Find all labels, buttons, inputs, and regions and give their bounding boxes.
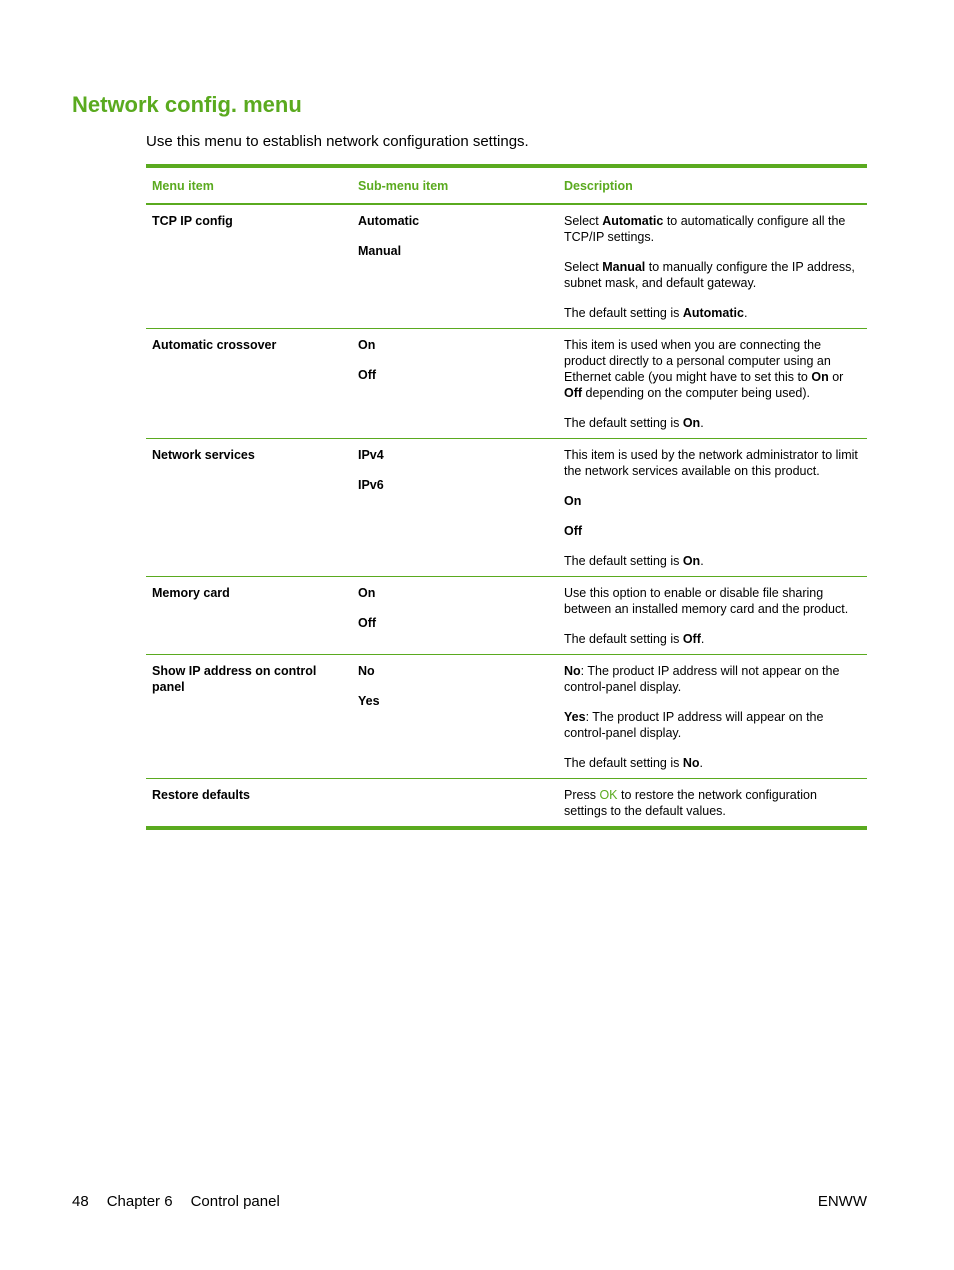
network-config-table [146, 164, 867, 830]
description-paragraph: No: The product IP address will not appear on the control-panel display. [564, 664, 840, 694]
default-setting-text: The default setting is On. [564, 416, 704, 430]
sub-menu-option: IPv6 [358, 478, 384, 492]
page-number: 48 [72, 1193, 89, 1210]
intro-text: Use this menu to establish network configuration settings. [146, 133, 529, 150]
chapter-title: Control panel [190, 1193, 280, 1210]
sub-menu-option: No [358, 664, 375, 678]
sub-menu-option: Off [358, 616, 377, 630]
description-paragraph: Select Manual to manually configure the IP address, subnet mask, and default gateway. [564, 260, 855, 290]
sub-menu-option: On [358, 586, 376, 600]
sub-menu-cell [352, 204, 558, 329]
description-paragraph: This item is used when you are connecting the product directly to a personal computer using an Ethernet cable (you might have to set this to On or Off depending on the computer being used). [564, 338, 844, 400]
description-cell [558, 439, 867, 577]
description-paragraph: Yes: The product IP address will appear on the control-panel display. [564, 710, 824, 740]
description-paragraph: Select Automatic to automatically configure all the TCP/IP settings. [564, 214, 846, 244]
description-cell [558, 204, 867, 329]
sub-menu-cell [352, 329, 558, 439]
description-cell [558, 329, 867, 439]
description-paragraph: Press OK to restore the network configuration settings to the default values. [564, 788, 817, 818]
header-description: Description [564, 179, 633, 193]
sub-menu-option: On [358, 338, 376, 352]
table-row [146, 655, 867, 779]
sub-menu-cell [352, 439, 558, 577]
ok-key-label: OK [599, 788, 618, 802]
sub-menu-option: Automatic [358, 214, 420, 228]
footer-left [72, 1193, 298, 1210]
sub-menu-option: Yes [358, 694, 380, 708]
table-row [146, 329, 867, 439]
sub-menu-cell [352, 577, 558, 655]
table-row [146, 779, 867, 829]
menu-item-cell: Restore defaults [152, 788, 250, 802]
option-value: Off [564, 524, 583, 538]
default-setting-text: The default setting is Off. [564, 632, 705, 646]
menu-item-cell: Automatic crossover [152, 338, 277, 352]
table-row [146, 204, 867, 329]
sub-menu-cell [352, 779, 558, 829]
footer-right: ENWW [817, 1193, 867, 1210]
description-paragraph: This item is used by the network administrator to limit the network services available on this product. [564, 448, 858, 478]
table-header-row [146, 166, 867, 204]
description-cell [558, 655, 867, 779]
table-row [146, 577, 867, 655]
description-cell [558, 779, 867, 829]
menu-item-cell: TCP IP config [152, 214, 233, 228]
sub-menu-option: Manual [358, 244, 402, 258]
header-menu-item: Menu item [152, 179, 214, 193]
default-setting-text: The default setting is On. [564, 554, 704, 568]
menu-item-cell: Network services [152, 448, 255, 462]
sub-menu-cell [352, 655, 558, 779]
sub-menu-option: IPv4 [358, 448, 384, 462]
default-setting-text: The default setting is Automatic. [564, 306, 748, 320]
description-paragraph: Use this option to enable or disable file sharing between an installed memory card and the product. [564, 586, 849, 616]
sub-menu-option: Off [358, 368, 377, 382]
menu-item-cell: Show IP address on control panel [152, 664, 317, 694]
page-title: Network config. menu [72, 92, 302, 117]
option-value: On [564, 494, 582, 508]
description-cell [558, 577, 867, 655]
default-setting-text: The default setting is No. [564, 756, 703, 770]
chapter-label: Chapter 6 [106, 1193, 173, 1210]
menu-item-cell: Memory card [152, 586, 230, 600]
header-sub-menu-item: Sub-menu item [358, 179, 449, 193]
table-row [146, 439, 867, 577]
